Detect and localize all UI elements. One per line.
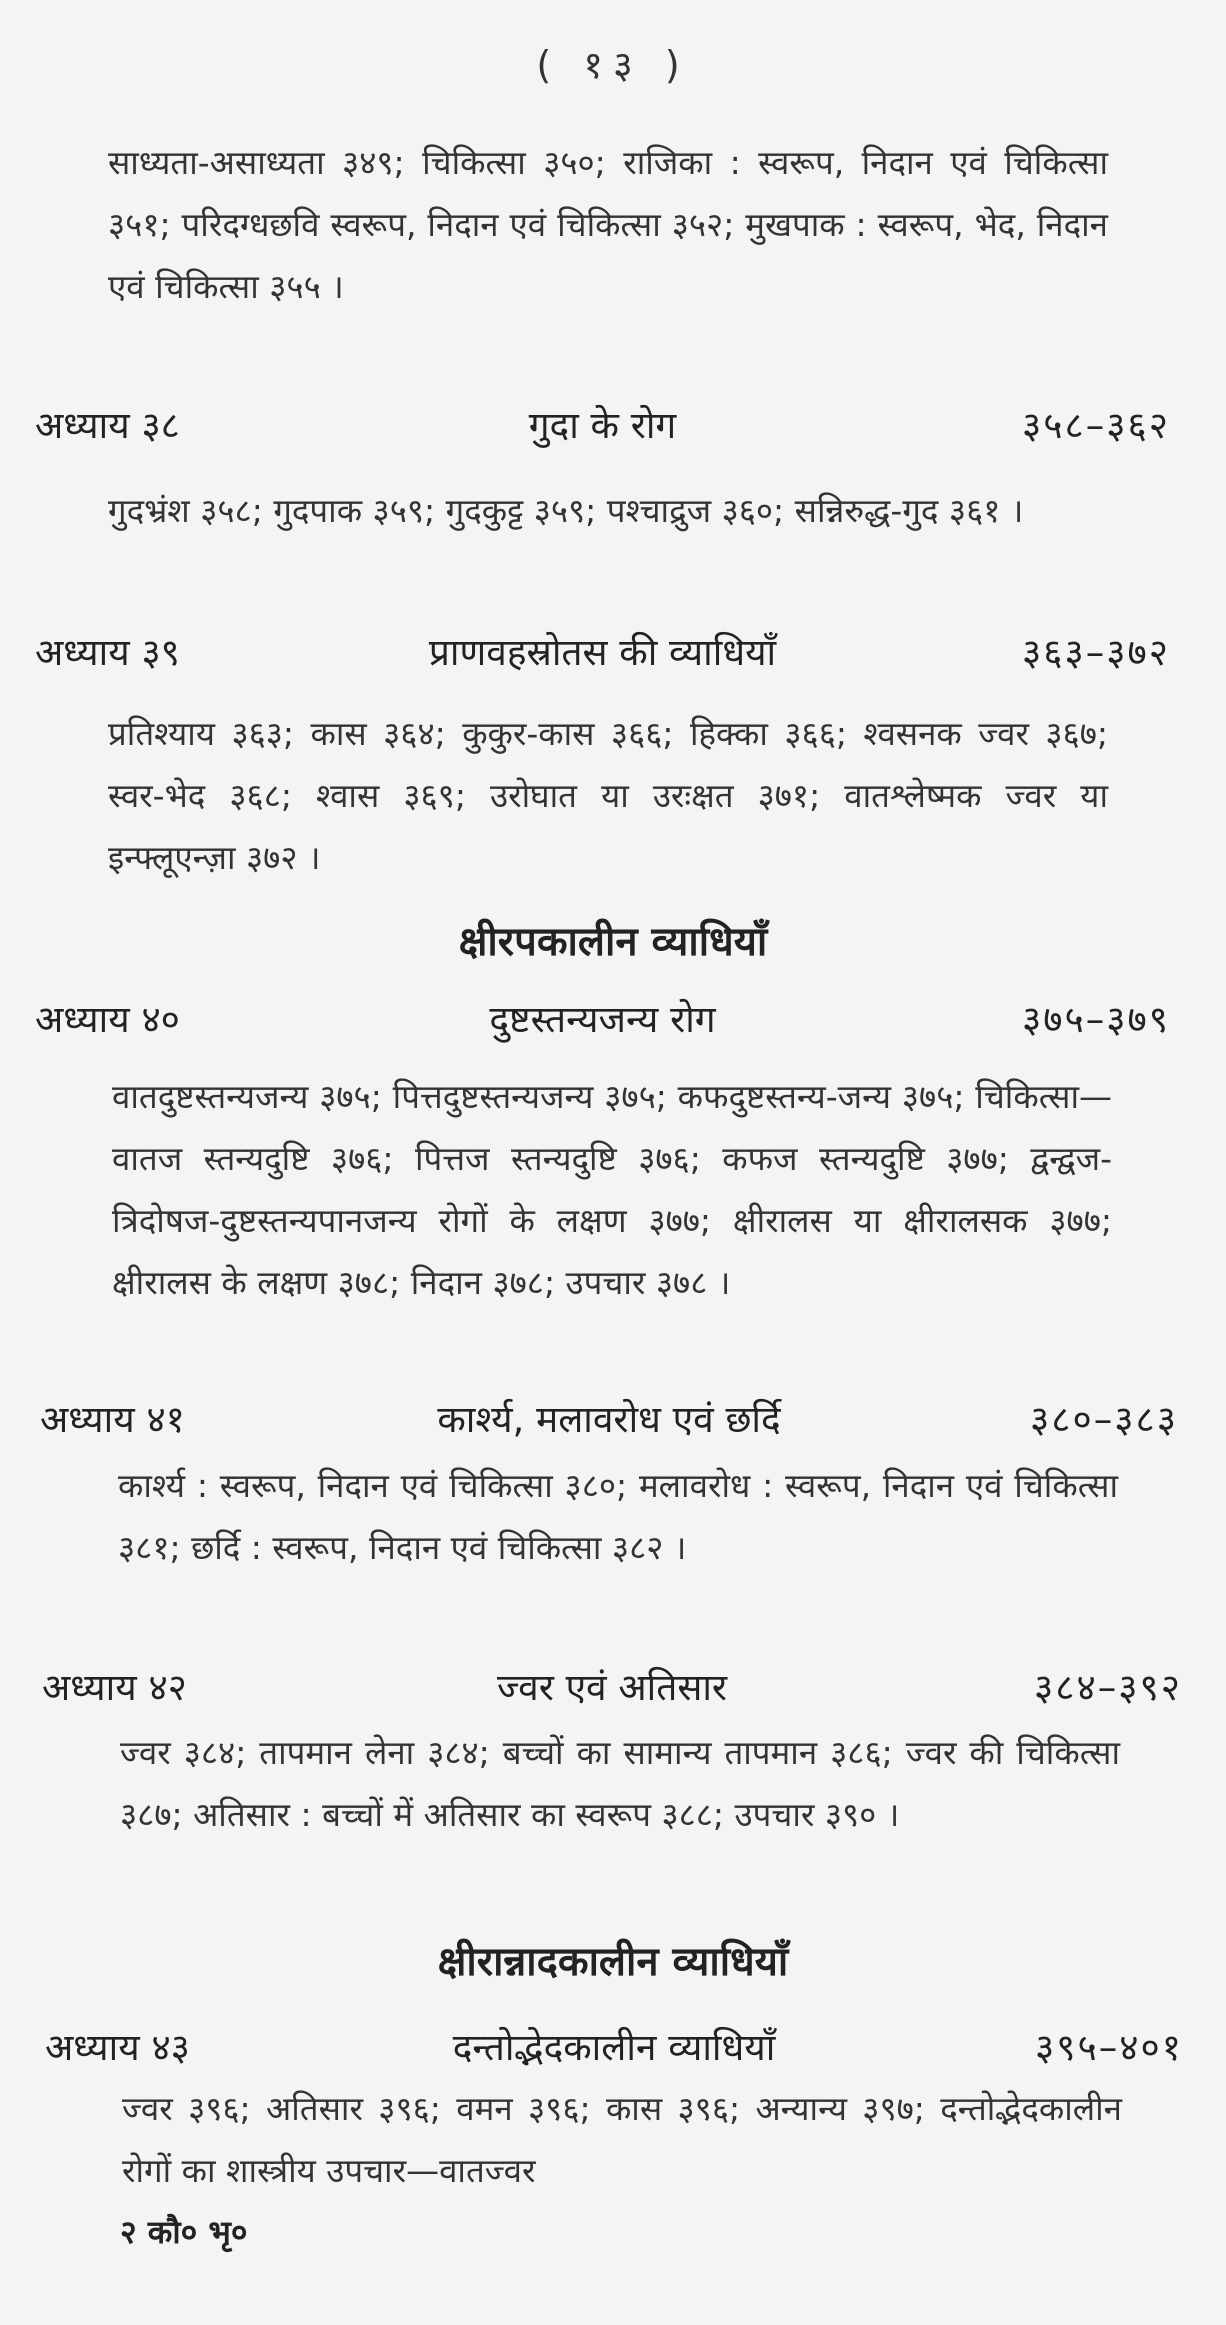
chapter-number: अध्याय ३८	[35, 404, 180, 447]
chapter-page-range: ३७५–३७९	[1022, 998, 1170, 1041]
chapter-number: अध्याय ४३	[45, 2026, 190, 2069]
chapter-number: अध्याय ४२	[42, 1666, 187, 1709]
chapter-number: अध्याय ३९	[35, 631, 180, 674]
chapter-page-range: ३५८–३६२	[1022, 404, 1170, 447]
intro-paragraph: साध्यता-असाध्यता ३४९; चिकित्सा ३५०; राजिका : स्वरूप, निदान एवं चिकित्सा ३५१; परिदग्धछवि स्वरूप, निदान एवं चिकित्सा ३५२; मुखपाक : स्वरूप, भेद, निदान एवं चिकित्सा ३५५ ।	[108, 143, 1108, 306]
chapter-38-header	[35, 398, 1170, 458]
chapter-43-contents: ज्वर ३९६; अतिसार ३९६; वमन ३९६; कास ३९६; अन्यान्य ३९७; दन्तोद्भेदकालीन रोगों का शास्त्रीय उपचार—वातज्वर	[122, 2089, 1122, 2190]
chapter-40-contents: वातदुष्टस्तन्यजन्य ३७५; पित्तदुष्टस्तन्यजन्य ३७५; कफदुष्टस्तन्य-जन्य ३७५; चिकित्सा—वातज स्तन्यदुष्टि ३७६; पित्तज स्तन्यदुष्टि ३७६; कफज स्तन्यदुष्टि ३७७; द्वन्द्वज-त्रिदोषज-दुष्टस्तन्यपानजन्य रोगों के लक्षण ३७७; क्षीरालस या क्षीरालसक ३७७; क्षीरालस के लक्षण ३७८; निदान ३७८; उपचार ३७८ ।	[112, 1077, 1112, 1302]
chapter-page-range: ३६३–३७२	[1022, 631, 1170, 674]
chapter-title: ज्वर एवं अतिसार	[496, 1666, 728, 1709]
chapter-page-range: ३९५–४०१	[1035, 2026, 1183, 2069]
chapter-38-contents: गुदभ्रंश ३५८; गुदपाक ३५९; गुदकुट्ट ३५९; पश्चाद्रुज ३६०; सन्निरुद्ध-गुद ३६१ ।	[108, 491, 1024, 530]
page-number: ( १३ )	[536, 43, 690, 87]
chapter-41-contents: कार्श्य : स्वरूप, निदान एवं चिकित्सा ३८०; मलावरोध : स्वरूप, निदान एवं चिकित्सा ३८१; छर्दि : स्वरूप, निदान एवं चिकित्सा ३८२ ।	[118, 1466, 1118, 1567]
footer-signature: २ कौ० भृ०	[120, 2213, 248, 2251]
chapter-title: दुष्टस्तन्यजन्य रोग	[489, 998, 716, 1041]
chapter-43-header	[45, 2020, 1183, 2080]
chapter-39-contents: प्रतिश्याय ३६३; कास ३६४; कुकुर-कास ३६६; हिक्का ३६६; श्वसनक ज्वर ३६७; स्वर-भेद ३६८; श्वास ३६९; उरोघात या उरःक्षत ३७१; वातश्लेष्मक ज्वर या इन्फ्लूएन्ज़ा ३७२ ।	[108, 714, 1108, 877]
chapter-42-contents: ज्वर ३८४; तापमान लेना ३८४; बच्चों का सामान्य तापमान ३८६; ज्वर की चिकित्सा ३८७; अतिसार : बच्चों में अतिसार का स्वरूप ३८८; उपचार ३९० ।	[120, 1733, 1120, 1834]
chapter-number: अध्याय ४०	[35, 998, 180, 1041]
chapter-41-header	[40, 1392, 1178, 1452]
chapter-40-header	[35, 992, 1170, 1052]
chapter-title: गुदा के रोग	[528, 404, 677, 447]
chapter-39-header	[35, 625, 1170, 685]
section-heading-kshirapa: क्षीरपकालीन व्याधियाँ	[458, 919, 768, 965]
chapter-number: अध्याय ४१	[40, 1398, 185, 1441]
chapter-page-range: ३८४–३९२	[1034, 1666, 1182, 1709]
chapter-title: कार्श्य, मलावरोध एवं छर्दि	[437, 1398, 781, 1441]
chapter-42-header	[42, 1660, 1182, 1720]
chapter-title: दन्तोद्भेदकालीन व्याधियाँ	[452, 2026, 776, 2069]
chapter-page-range: ३८०–३८३	[1030, 1398, 1178, 1441]
section-heading-kshirannada: क्षीरान्नादकालीन व्याधियाँ	[437, 1939, 789, 1985]
chapter-title: प्राणवहस्रोतस की व्याधियाँ	[428, 631, 777, 674]
